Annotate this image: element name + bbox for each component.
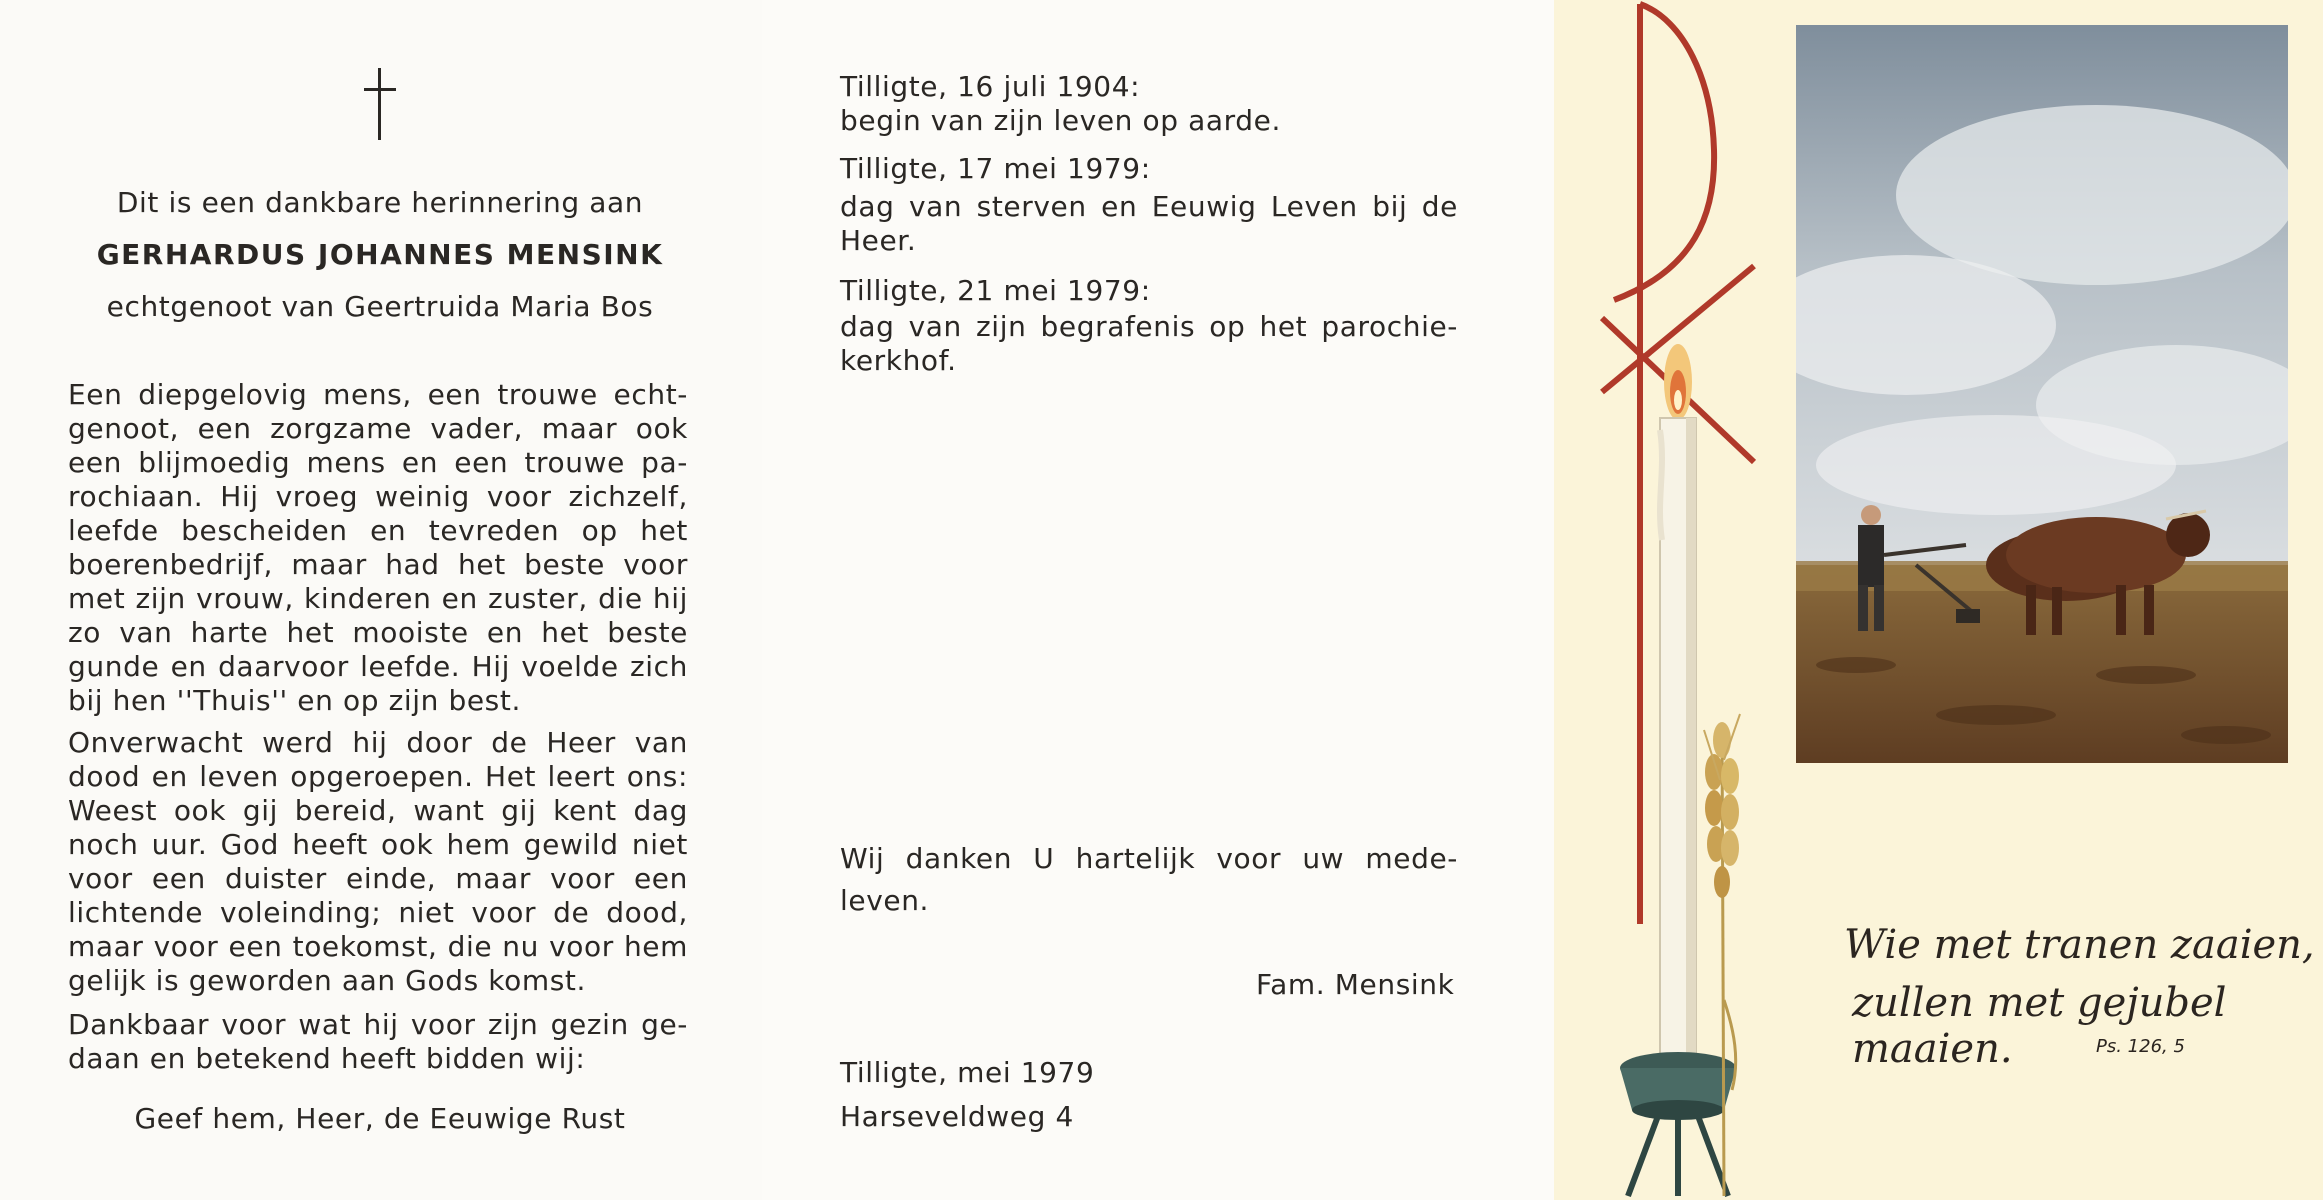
- death-date: Tilligte, 17 mei 1979:: [840, 152, 1151, 185]
- text-line: boerenbedrijf, maar had het beste voor: [68, 548, 688, 581]
- text-line: noch uur. God heeft ook hem gewild niet: [68, 828, 688, 861]
- text-line: een blijmoedig mens en een trouwe pa-: [68, 446, 688, 479]
- text-line: gunde en daarvoor leefde. Hij voelde zich: [68, 650, 688, 683]
- prayer-line: Geef hem, Heer, de Eeuwige Rust: [134, 1102, 626, 1135]
- death-text-line: dag van sterven en Eeuwig Leven bij de: [840, 190, 1458, 223]
- text-line: met zijn vrouw, kinderen en zuster, die hij: [68, 582, 688, 615]
- farmer-plowing-with-oxen-image: [1796, 25, 2288, 763]
- chi-rho-candle-wheat-icon: [1554, 0, 1814, 1200]
- text-line: daan en betekend heeft bidden wij:: [68, 1042, 586, 1075]
- text-line: zo van harte het mooiste en het beste: [68, 616, 688, 649]
- spouse-line: echtgenoot van Geertruida Maria Bos: [106, 290, 654, 323]
- text-line: dood en leven opgeroepen. Het leert ons:: [68, 760, 688, 793]
- place-date: Tilligte, mei 1979: [840, 1056, 1095, 1089]
- funeral-text-line: kerkhof.: [840, 344, 957, 377]
- text-line: genoot, een zorgzame vader, maar ook: [68, 412, 688, 445]
- text-line: Onverwacht werd hij door de Heer van: [68, 726, 688, 759]
- funeral-text-line: dag van zijn begrafenis op het parochie-: [840, 310, 1458, 343]
- verse-reference: Ps. 126, 5: [2096, 1036, 2185, 1057]
- birth-text: begin van zijn leven op aarde.: [840, 104, 1281, 137]
- text-line: maar voor een toekomst, die nu voor hem: [68, 930, 688, 963]
- text-line: rochiaan. Hij vroeg weinig voor zichzelf,: [68, 480, 688, 513]
- thanks-line: leven.: [840, 884, 930, 917]
- thanks-line: Wij danken U hartelijk voor uw mede-: [840, 842, 1458, 875]
- text-line: gelijk is geworden aan Gods komst.: [68, 964, 586, 997]
- address: Harseveldweg 4: [840, 1100, 1074, 1133]
- family-signature: Fam. Mensink: [1256, 968, 1455, 1001]
- birth-date: Tilligte, 16 juli 1904:: [840, 70, 1141, 103]
- text-line: bij hen ''Thuis'' en op zijn best.: [68, 684, 521, 717]
- intro-text: Dit is een dankbare herinnering aan: [116, 186, 644, 219]
- text-line: lichtende voleinding; niet voor de dood,: [68, 896, 688, 929]
- text-line: leefde bescheiden en tevreden op het: [68, 514, 688, 547]
- text-line: Weest ook gij bereid, want gij kent dag: [68, 794, 688, 827]
- text-line: Een diepgelovig mens, een trouwe echt-: [68, 378, 688, 411]
- death-text-line: Heer.: [840, 224, 917, 257]
- deceased-name: GERHARDUS JOHANNES MENSINK: [96, 238, 664, 271]
- text-line: Dankbaar voor wat hij voor zijn gezin ge-: [68, 1008, 688, 1041]
- cross-icon: [360, 68, 400, 140]
- verse-line: Wie met tranen zaaien,: [1844, 922, 2315, 968]
- verse-line: zullen met gejubel maaien.: [1852, 980, 2227, 1072]
- funeral-date: Tilligte, 21 mei 1979:: [840, 274, 1151, 307]
- text-line: voor een duister einde, maar voor een: [68, 862, 688, 895]
